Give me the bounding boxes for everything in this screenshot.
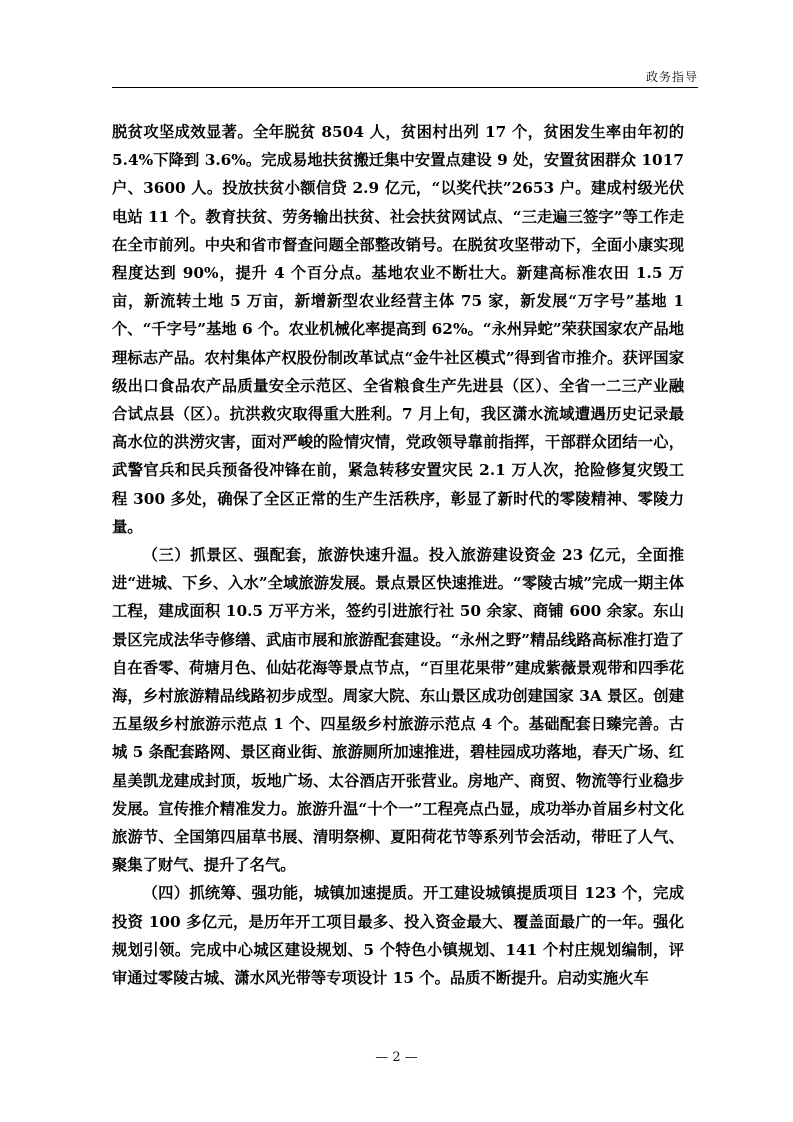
page-header (112, 64, 698, 88)
header-divider (112, 87, 698, 88)
paragraph-poverty-agriculture-flood: 脱贫攻坚成效显著。全年脱贫 8504 人，贫困村出列 17 个，贫困发生率由年初的 5.4%下降到 3.6%。完成易地扶贫搬迁集中安置点建设 9 处，安置贫困群众 1017 户、3600 人。投放扶贫小额信贷 2.9 亿元，“以奖代扶”2653 户。建成村级光伏电站 11 个。教育扶贫、劳务输出扶贫、社会扶贫网试点、“三走遍三签字”等工作走在全市前列。中央和省市督查问题全部整改销号。在脱贫攻坚带动下，全面小康实现程度达到 90%，提升 4 个百分点。基地农业不断壮大。新建高标准农田 1.5 万亩，新流转土地 5 万亩，新增新型农业经营主体 75 家，新发展“万字号”基地 1 个、“千字号”基地 6 个。农业机械化率提高到 62%。“永州异蛇”荣获国家农产品地理标志产品。农村集体产权股份制改革试点“金牛社区模式”得到省市推介。获评国家级出口食品农产品质量安全示范区、全省粮食生产先进县（区）、全省一二三产业融合试点县（区）。抗洪救灾取得重大胜利。7 月上旬，我区潇水流域遭遇历史记录最高水位的洪涝灾害，面对严峻的险情灾情，党政领导靠前指挥，干部群众团结一心，武警官兵和民兵预备役冲锋在前，紧急转移安置灾民 2.1 万人次，抢险修复灾毁工程 300 多处，确保了全区正常的生产生活秩序，彰显了新时代的零陵精神、零陵力量。 (112, 123, 684, 536)
paragraph-urban-development: （四）抓统筹、强功能，城镇加速提质。开工建设城镇提质项目 123 个，完成投资 100 多亿元，是历年开工项目最多、投入资金最大、覆盖面最广的一年。强化规划引领。完成中心城区建设规划、5 个特色小镇规划、141 个村庄规划编制，评审通过零陵古城、潇水风光带等专项设计 15 个。品质不断提升。启动实施火车 (112, 884, 684, 988)
paragraph-tourism: （三）抓景区、强配套，旅游快速升温。投入旅游建设资金 23 亿元，全面推进“进城、下乡、入水”全域旅游发展。景点景区快速推进。“零陵古城”完成一期主体工程，建成面积 10.5 万平方米，签约引进旅行社 50 余家、商铺 600 余家。东山景区完成法华寺修缮、武庙市展和旅游配套建设。“永州之野”精品线路高标准打造了自在香零、荷塘月色、仙姑花海等景点节点，“百里花果带”建成紫薇景观带和四季花海，乡村旅游精品线路初步成型。周家大院、东山景区成功创建国家 3A 景区。创建五星级乡村旅游示范点 1 个、四星级乡村旅游示范点 4 个。基础配套日臻完善。古城 5 条配套路网、景区商业街、旅游厕所加速推进，碧桂园成功落地，春天广场、红星美凯龙建成封顶，坂地广场、太谷酒店开张营业。房地产、商贸、物流等行业稳步发展。宣传推介精准发力。旅游升温“十个一”工程亮点凸显，成功举办首届乡村文化旅游节、全国第四届草书展、清明祭柳、夏阳荷花节等系列节会活动，带旺了人气、聚集了财气、提升了名气。 (112, 546, 684, 875)
document-body (112, 118, 684, 992)
section-label: 政务指导 (645, 70, 698, 84)
page-number: — 2 — (375, 1050, 418, 1065)
